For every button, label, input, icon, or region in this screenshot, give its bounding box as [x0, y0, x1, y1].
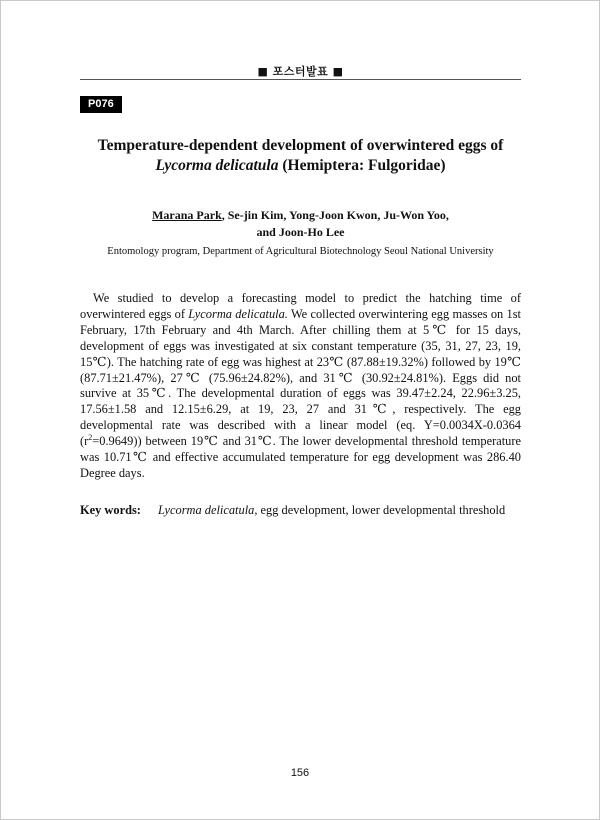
title-species: Lycorma delicatula [155, 157, 279, 174]
presenting-author: Marana Park [152, 208, 222, 222]
keywords-label: Key words: [80, 503, 141, 517]
section-header: ■ 포스터발표 ■ [257, 65, 344, 78]
title-taxon: (Hemiptera: Fulgoridae) [278, 157, 446, 174]
r-squared-superscript: 2 [88, 433, 93, 443]
page-number: 156 [290, 767, 310, 779]
author-list [80, 207, 521, 241]
abstract-species: Lycorma delicatula. [188, 306, 288, 321]
paper-title [80, 136, 521, 176]
abstract-part-2: We collected overwintering egg masses on 1st February, 17th February and 4th March. After chilling them at 5℃ for 15 days, development of eggs was investigated at six constant temperature (35, 31, 27, 23, 19, 15℃). The hatching rate of egg was highest at 23℃ (87.88±19.32%) followed by 19℃ (87.71±21.47%), 27℃ (75.96±24.82%), and 31℃ (30.92±24.81%). Eggs did not survive at 35℃. The developmental duration of eggs was 39.47±2.24, 22.96±3.25, 17.56±1.58 and 12.15±6.29, at 19, 23, 27 and 31℃, respectively. The egg developmental rate was described with a linear model (eq. Y=0.0034X-0.0364 (r [80, 306, 521, 449]
keyword-rest: , egg development, lower developmental threshold [254, 503, 506, 517]
authors-line-1 [80, 207, 521, 224]
abstract-part-3: =0.9649)) between 19℃ and 31℃. The lower developmental threshold temperature was 10.71℃ and effective accumulated temperature for egg development was 286.40 Degree days. [80, 434, 521, 480]
affiliation: Entomology program, Department of Agricultural Biotechnology Seoul National University [107, 246, 494, 257]
abstract-body [80, 291, 521, 482]
keyword-species: Lycorma delicatula [158, 503, 255, 517]
co-authors: , Se-jin Kim, Yong-Joon Kwon, Ju-Won Yoo, [221, 208, 449, 222]
keywords [80, 502, 521, 518]
title-line-2 [80, 156, 521, 176]
abstract-part-1: We studied to develop a forecasting model to predict the hatching time of overwintered eggs of [80, 291, 521, 321]
authors-line-2: and Joon-Ho Lee [256, 225, 345, 239]
header-rule [80, 79, 521, 80]
title-line-1: Temperature-dependent development of overwintered eggs of [97, 137, 504, 154]
poster-id-badge: P076 [80, 96, 122, 113]
keywords-list [158, 502, 521, 518]
